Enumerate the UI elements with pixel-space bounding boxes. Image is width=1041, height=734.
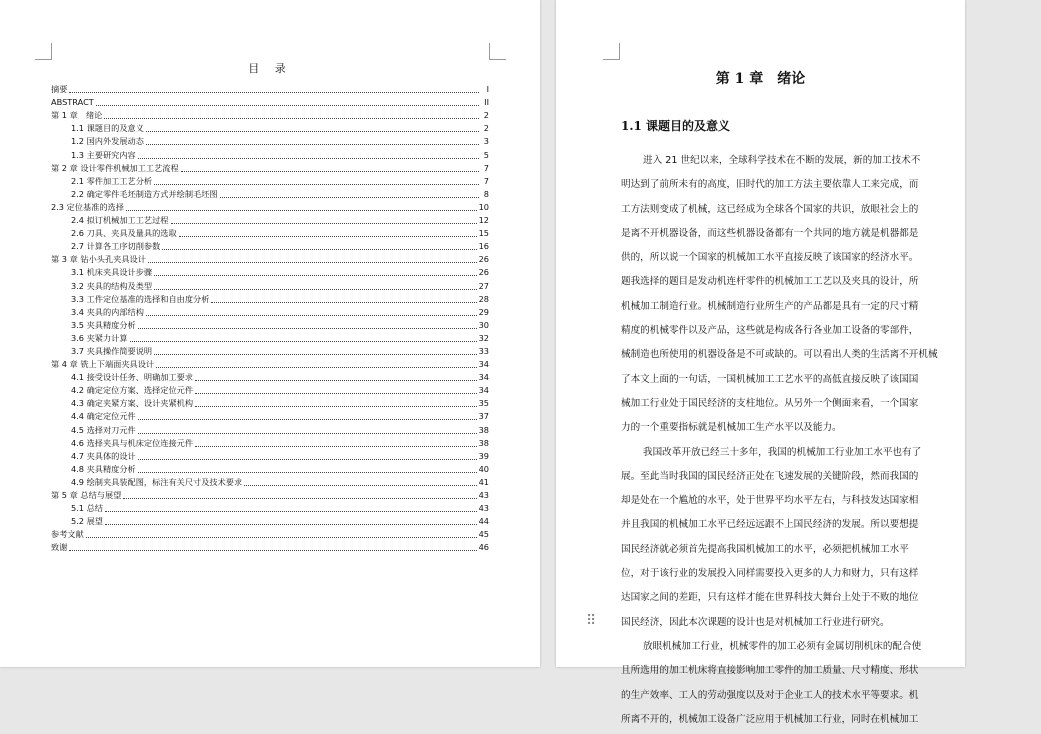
toc-entry-page: 2	[483, 123, 489, 134]
toc-entry-label: 2.1 零件加工工艺分析	[71, 175, 153, 186]
toc-entry[interactable]	[51, 96, 489, 109]
toc-entry[interactable]	[51, 423, 489, 436]
body-text-line: 放眼机械加工行业，机械零件的加工必须有金属切削机床的配合使	[643, 640, 922, 652]
toc-leader-dots	[69, 92, 479, 93]
body-text-line: 国民经济，因此本次课题的设计也是对机械加工行业进行研究。	[621, 616, 890, 628]
crop-mark-top-right	[489, 43, 506, 60]
toc-leader-dots	[244, 485, 476, 486]
toc-leader-dots	[195, 446, 477, 447]
toc-entry-label: 第 1 章 绪论	[51, 110, 103, 121]
toc-entry-page: II	[484, 97, 489, 108]
toc-entry-label: 第 3 章 钻小头孔夹具设计	[51, 254, 146, 265]
toc-entry-label: 3.2 夹具的结构及类型	[71, 280, 153, 291]
toc-entry-page: 8	[483, 188, 489, 199]
toc-leader-dots	[146, 144, 479, 145]
toc-entry-label: 4.1 接受设计任务、明确加工要求	[71, 372, 194, 383]
toc-entry[interactable]	[51, 463, 489, 476]
toc-entry[interactable]	[51, 201, 489, 214]
body-text-line: 明达到了前所未有的高度，旧时代的加工方法主要依靠人工来完成，而	[621, 179, 919, 191]
toc-entry-label: 2.7 计算各工序切削参数	[71, 241, 161, 252]
toc-entry-label: 3.7 夹具操作简要说明	[71, 345, 153, 356]
toc-leader-dots	[138, 472, 477, 473]
toc-entry-label: 3.5 夹具精度分析	[71, 319, 136, 330]
toc-entry[interactable]	[51, 319, 489, 332]
toc-leader-dots	[104, 118, 479, 119]
toc-leader-dots	[181, 171, 479, 172]
toc-entry-page: 16	[478, 241, 489, 252]
toc-leader-dots	[138, 433, 477, 434]
toc-entry-page: 38	[478, 424, 489, 435]
body-text-line: 械制造也所使用的机器设备是不可或缺的。可以看出人类的生活离不开机械	[621, 349, 938, 361]
toc-entry[interactable]	[51, 279, 489, 292]
toc-entry-label: 2.3 定位基准的选择	[51, 201, 124, 212]
toc-entry-label: 3.6 夹紧力计算	[71, 332, 128, 343]
toc-entry[interactable]	[51, 502, 489, 515]
toc-leader-dots	[156, 367, 476, 368]
toc-leader-dots	[69, 550, 476, 551]
toc-entry-label: ABSTRACT	[51, 97, 94, 108]
toc-leader-dots	[162, 249, 476, 250]
body-text-line: 并且我国的机械加工水平已经远远跟不上国民经济的发展。所以要想提	[621, 519, 919, 531]
toc-entry-page: 34	[478, 372, 489, 383]
toc-entry[interactable]	[51, 175, 489, 188]
toc-leader-dots	[138, 459, 477, 460]
toc-entry[interactable]	[51, 397, 489, 410]
toc-entry[interactable]	[51, 83, 489, 96]
toc-entry-page: 43	[478, 503, 489, 514]
toc-leader-dots	[195, 406, 477, 407]
body-text-line: 了本文上面的一句话，一国机械加工工艺水平的高低直接反映了该国国	[621, 373, 919, 385]
toc-entry-label: 5.2 展望	[71, 516, 103, 527]
toc-entry-page: 34	[478, 385, 489, 396]
toc-leader-dots	[146, 315, 477, 316]
toc-entry-page: 7	[483, 162, 489, 173]
toc-leader-dots	[138, 419, 477, 420]
body-text-line: 供的，所以说一个国家的机械加工水平直接反映了该国家的经济水平。	[621, 252, 919, 264]
toc-entry[interactable]	[51, 371, 489, 384]
body-text-line: 我国改革开放已经三十多年，我国的机械加工行业加工水平也有了	[643, 446, 922, 458]
body-text-line: 国民经济就必须首先提高我国机械加工的水平，必须把机械加工水平	[621, 543, 909, 555]
body-text-line: 力的一个重要指标就是机械加工生产水平以及能力。	[621, 422, 842, 434]
toc-title: 目 录	[248, 62, 292, 75]
toc-entry-page: 39	[478, 450, 489, 461]
toc-entry-page: 3	[483, 136, 489, 147]
section-title: 1.1 课题目的及意义	[621, 119, 731, 133]
toc-leader-dots	[171, 223, 477, 224]
toc-entry-page: 44	[478, 516, 489, 527]
toc-entry-page: 30	[478, 319, 489, 330]
toc-leader-dots	[154, 275, 476, 276]
body-text-line: 机械加工制造行业。机械制造行业所生产的产品都是具有一定的尺寸精	[621, 300, 919, 312]
toc-entry-page: 37	[478, 411, 489, 422]
toc-leader-dots	[105, 524, 477, 525]
toc-entry-label: 2.4 拟订机械加工工艺过程	[71, 215, 169, 226]
toc-entry-label: 1.3 主要研究内容	[71, 149, 136, 160]
toc-leader-dots	[105, 511, 477, 512]
toc-entry[interactable]	[51, 332, 489, 345]
toc-entry-page: 43	[478, 490, 489, 500]
toc-entry-label: 5.1 总结	[71, 503, 103, 514]
toc-entry[interactable]	[51, 135, 489, 148]
toc-entry-label: 3.4 夹具的内部结构	[71, 306, 144, 317]
toc-leader-dots	[126, 210, 477, 211]
drag-handle-icon[interactable]: ⠿	[586, 613, 597, 629]
content-page	[556, 0, 965, 725]
toc-entry-page: 26	[478, 254, 489, 265]
toc-leader-dots	[179, 236, 477, 237]
toc-entry[interactable]	[51, 306, 489, 319]
toc-entry-page: 2	[483, 110, 489, 121]
toc-entry[interactable]	[51, 188, 489, 201]
toc-entry-label: 4.4 确定定位元件	[71, 411, 136, 422]
toc-entry[interactable]	[51, 122, 489, 135]
toc-leader-dots	[138, 158, 479, 159]
toc-entry[interactable]	[51, 489, 489, 502]
toc-entry[interactable]	[51, 266, 489, 279]
toc-entry-page: 12	[478, 215, 489, 226]
body-text-line: 的生产效率、工人的劳动强度以及对于企业工人的技术水平等要求。机	[621, 689, 919, 701]
toc-entry-page: 41	[478, 476, 489, 487]
body-text-line: 展。至此当时我国的国民经济正处在飞速发展的关键阶段，然而我国的	[621, 470, 919, 482]
toc-entry[interactable]	[51, 437, 489, 450]
toc-leader-dots	[220, 197, 479, 198]
toc-entry-page: 10	[478, 201, 489, 212]
toc-entry-label: 第 4 章 铣上下端面夹具设计	[51, 359, 155, 370]
body-text-line: 精度的机械零件以及产品，这些就是构成各行各业加工设备的零部件，	[621, 325, 919, 337]
toc-entry[interactable]	[51, 384, 489, 397]
toc-entry-label: 1.2 国内外发展动态	[71, 136, 144, 147]
toc-leader-dots	[96, 105, 479, 106]
toc-list	[51, 83, 489, 554]
toc-entry[interactable]	[51, 253, 489, 266]
toc-entry-page: 5	[483, 149, 489, 160]
toc-entry-label: 2.6 刀具、夹具及量具的选取	[71, 228, 177, 239]
body-text-line: 位，对于该行业的发展投入同样需要投入更多的人力和财力，只有这样	[621, 568, 919, 580]
crop-mark-top-left	[35, 43, 52, 60]
body-text-line: 械加工行业处于国民经济的支柱地位。从另外一个侧面来看，一个国家	[621, 397, 919, 409]
toc-entry-label: 4.2 确定定位方案、选择定位元件	[71, 385, 194, 396]
toc-entry-label: 4.5 选择对刀元件	[71, 424, 136, 435]
toc-entry-label: 致谢	[51, 542, 68, 553]
toc-entry-label: 第 5 章 总结与展望	[51, 490, 122, 500]
toc-entry-label: 4.7 夹具体的设计	[71, 450, 136, 461]
body-text-line: 是离不开机器设备，而这些机器设备都有一个共同的地方就是机器都是	[621, 227, 919, 239]
toc-entry[interactable]	[51, 148, 489, 161]
toc-entry-page: 27	[478, 280, 489, 291]
toc-entry-label: 4.9 绘制夹具装配图，标注有关尺寸及技术要求	[71, 476, 243, 487]
toc-entry-label: 第 2 章 设计零件机械加工工艺流程	[51, 162, 179, 173]
toc-entry-label: 4.6 选择夹具与机床定位连接元件	[71, 437, 194, 448]
toc-entry-page: 33	[478, 345, 489, 356]
toc-entry[interactable]	[51, 214, 489, 227]
toc-entry-page: 15	[478, 228, 489, 239]
toc-entry[interactable]	[51, 476, 489, 489]
body-text	[621, 151, 1041, 734]
toc-entry-page: 40	[478, 463, 489, 474]
toc-entry[interactable]	[51, 345, 489, 358]
toc-entry-page: 34	[478, 359, 489, 370]
toc-leader-dots	[195, 380, 477, 381]
toc-entry-page: 38	[478, 437, 489, 448]
toc-entry-label: 参考文献	[51, 529, 84, 540]
toc-entry-page: I	[486, 84, 489, 95]
toc-entry[interactable]	[51, 240, 489, 253]
toc-entry-label: 4.3 确定夹紧方案、设计夹紧机构	[71, 398, 194, 409]
toc-entry-label: 2.2 确定零件毛坯制造方式并绘制毛坯图	[71, 188, 218, 199]
toc-entry-page: 35	[478, 398, 489, 409]
toc-entry[interactable]	[51, 109, 489, 122]
toc-entry-page: 26	[478, 267, 489, 278]
toc-leader-dots	[154, 184, 479, 185]
body-text-line: 达国家之间的差距，只有这样才能在世界科技大舞台上处于不败的地位	[621, 592, 919, 604]
toc-leader-dots	[211, 302, 476, 303]
toc-entry-page: 45	[478, 529, 489, 540]
toc-entry[interactable]	[51, 227, 489, 240]
toc-entry[interactable]	[51, 450, 489, 463]
toc-leader-dots	[195, 393, 477, 394]
toc-entry-label: 3.3 工件定位基准的选择和自由度分析	[71, 293, 210, 304]
toc-leader-dots	[86, 537, 477, 538]
toc-leader-dots	[154, 289, 476, 290]
toc-entry-page: 7	[483, 175, 489, 186]
toc-entry-label: 3.1 机床夹具设计步骤	[71, 267, 153, 278]
toc-leader-dots	[123, 498, 476, 499]
toc-entry[interactable]	[51, 528, 489, 541]
toc-leader-dots	[138, 328, 477, 329]
body-text-line: 所离不开的，机械加工设备广泛应用于机械加工行业，同时在机械加工	[621, 713, 919, 725]
toc-entry-label: 4.8 夹具精度分析	[71, 463, 136, 474]
toc-entry-page: 32	[478, 332, 489, 343]
body-text-line: 且所选用的加工机床将直接影响加工零件的加工质量、尺寸精度、形状	[621, 665, 919, 677]
body-text-line: 进入 21 世纪以来，全球科学技术在不断的发展，新的加工技术不	[643, 155, 921, 166]
toc-entry[interactable]	[51, 410, 489, 423]
toc-leader-dots	[148, 262, 477, 263]
toc-entry[interactable]	[51, 162, 489, 175]
body-text-line: 却是处在一个尴尬的水平，处于世界平均水平左右，与科技发达国家相	[621, 495, 919, 507]
body-text-line: 工方法则变成了机械，这已经成为全球各个国家的共识，放眼社会上的	[621, 203, 919, 215]
toc-entry-page: 29	[478, 306, 489, 317]
toc-entry[interactable]	[51, 515, 489, 528]
toc-entry-label: 1.1 课题目的及意义	[71, 123, 144, 134]
toc-entry[interactable]	[51, 541, 489, 554]
toc-leader-dots	[130, 341, 477, 342]
toc-leader-dots	[154, 354, 476, 355]
toc-entry[interactable]	[51, 358, 489, 371]
toc-entry-page: 46	[478, 542, 489, 553]
toc-entry-page: 28	[478, 293, 489, 304]
toc-entry[interactable]	[51, 293, 489, 306]
body-text-line: 题我选择的题目是发动机连杆零件的机械加工工艺以及夹具的设计，所	[621, 276, 919, 288]
toc-entry-label: 摘要	[51, 84, 68, 95]
toc-page	[0, 0, 540, 667]
toc-leader-dots	[146, 131, 479, 132]
crop-mark-top-left	[603, 43, 620, 60]
chapter-title: 第 1 章 绪论	[715, 71, 806, 87]
